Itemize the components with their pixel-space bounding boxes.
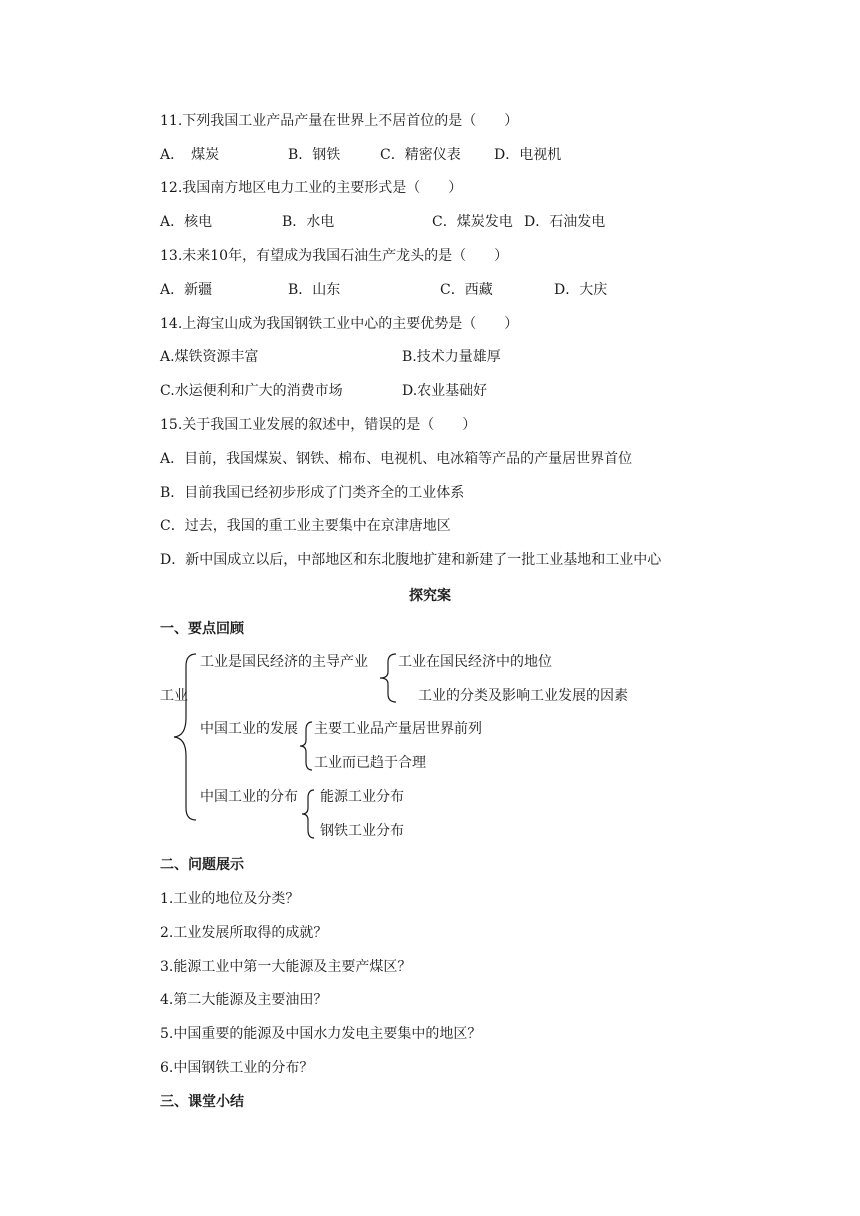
q14-option-c: C.水运便利和广大的消费市场 (160, 383, 343, 399)
branch-2-child-1: 主要工业品产量居世界前列 (314, 721, 482, 737)
question-13-stem: 13.未来10年，有望成为我国石油生产龙头的是（ ） (160, 248, 509, 264)
question-item: 2.工业发展所取得的成就？ (160, 925, 328, 941)
q12-option-b: B．水电 (282, 214, 335, 230)
branch-1-child-1: 工业在国民经济中的地位 (398, 654, 552, 670)
q14-option-a: A.煤铁资源丰富 (160, 349, 259, 365)
branch-3-brace (300, 788, 320, 840)
branch-3-child-2: 钢铁工业分布 (320, 823, 404, 839)
branch-3-label: 中国工业的分布 (200, 789, 298, 805)
branch-3-child-1: 能源工业分布 (320, 789, 404, 805)
section-1-heading: 一、要点回顾 (160, 621, 244, 637)
question-item: 6.中国钢铁工业的分布？ (160, 1060, 314, 1076)
section-3-heading: 三、课堂小结 (160, 1094, 244, 1110)
q11-option-b: B．钢铁 (288, 147, 341, 163)
question-14-stem: 14.上海宝山成为我国钢铁工业中心的主要优势是（ ） (160, 316, 519, 332)
question-item: 1.工业的地位及分类？ (160, 891, 300, 907)
q13-option-b: B．山东 (288, 282, 341, 298)
root-brace (168, 650, 200, 824)
question-15-stem: 15.关于我国工业发展的叙述中，错误的是（ ） (160, 417, 477, 433)
branch-2-label: 中国工业的发展 (200, 721, 298, 737)
q13-option-a: A．新疆 (160, 282, 213, 298)
q15-option-a: A．目前，我国煤炭、钢铁、棉布、电视机、电冰箱等产品的产量居世界首位 (160, 451, 633, 467)
q15-option-b: B．目前我国已经初步形成了门类齐全的工业体系 (160, 485, 465, 501)
q12-option-a: A．核电 (160, 214, 213, 230)
q13-option-d: D．大庆 (554, 282, 608, 298)
q15-option-c: C．过去，我国的重工业主要集中在京津唐地区 (160, 518, 451, 534)
branch-1-label: 工业是国民经济的主导产业 (200, 654, 368, 670)
q12-option-d: D．石油发电 (524, 214, 606, 230)
q15-option-d: D．新中国成立以后，中部地区和东北腹地扩建和新建了一批工业基地和工业中心 (160, 552, 662, 568)
question-11-stem: 11.下列我国工业产品产量在世界上不居首位的是（ ） (160, 113, 519, 129)
section-title: 探究案 (409, 588, 451, 604)
q11-option-c: C．精密仪表 (380, 147, 461, 163)
branch-2-child-2: 工业而已趋于合理 (314, 755, 426, 771)
q11-option-a: A． 煤炭 (160, 147, 220, 163)
q11-option-d: D．电视机 (494, 147, 562, 163)
concept-root: 工业 (160, 688, 188, 704)
q12-option-c: C．煤炭发电 (432, 214, 513, 230)
section-2-heading: 二、问题展示 (160, 857, 244, 873)
question-item: 3.能源工业中第一大能源及主要产煤区？ (160, 959, 412, 975)
question-item: 4.第二大能源及主要油田？ (160, 992, 328, 1008)
q13-option-c: C．西藏 (440, 282, 493, 298)
q14-option-d: D.农业基础好 (402, 383, 488, 399)
branch-1-child-2: 工业的分类及影响工业发展的因素 (418, 688, 628, 704)
question-12-stem: 12.我国南方地区电力工业的主要形式是（ ） (160, 180, 463, 196)
q14-option-b: B.技术力量雄厚 (402, 349, 501, 365)
question-item: 5.中国重要的能源及中国水力发电主要集中的地区？ (160, 1026, 482, 1042)
